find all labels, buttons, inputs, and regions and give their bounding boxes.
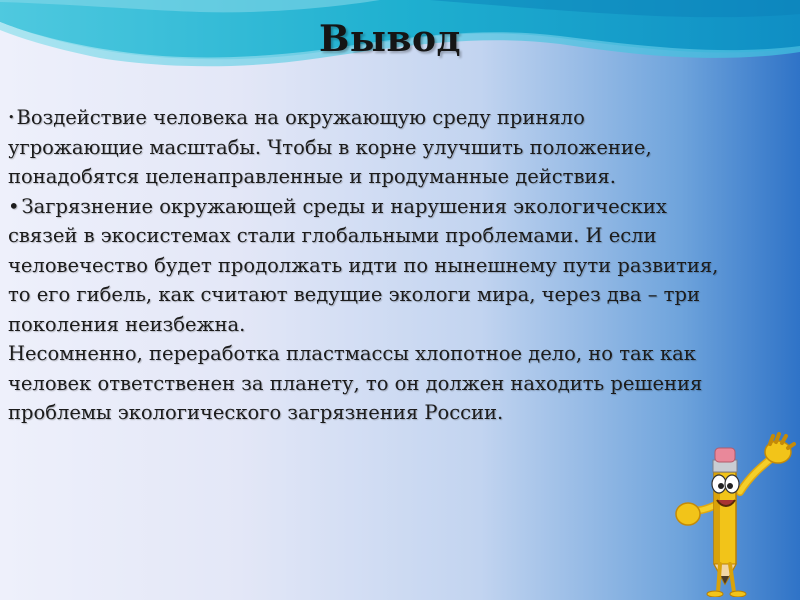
pencil-mascot-icon [670,432,800,597]
paragraph-2 [8,192,723,340]
bullet-icon: • [8,194,20,218]
paragraph-1 [8,103,723,192]
paragraph-1-text: Воздействие человека на окружающую среду приняло угрожающие масштабы. Чтобы в корне улучшить положение, понадобятся целенаправленные и продуманные действия. [8,106,652,188]
paragraph-3 [8,339,723,428]
paragraph-3-text: Несомненно, переработка пластмассы хлопотное дело, но так как человек ответственен за планету, то он должен находить решения проблемы экологического загрязнения России. [8,342,703,424]
bullet-icon: • [8,111,15,124]
slide-title: Вывод [318,18,462,60]
slide-body-text [8,103,723,428]
paragraph-2-text: Загрязнение окружающей среды и нарушения экологических связей в экосистемах стали глобальными проблемами. И если человечество будет продолжать идти по нынешнему пути развития, то его гибель, как считают ведущие экологи мира, через два – три поколения неизбежна. [8,194,719,336]
